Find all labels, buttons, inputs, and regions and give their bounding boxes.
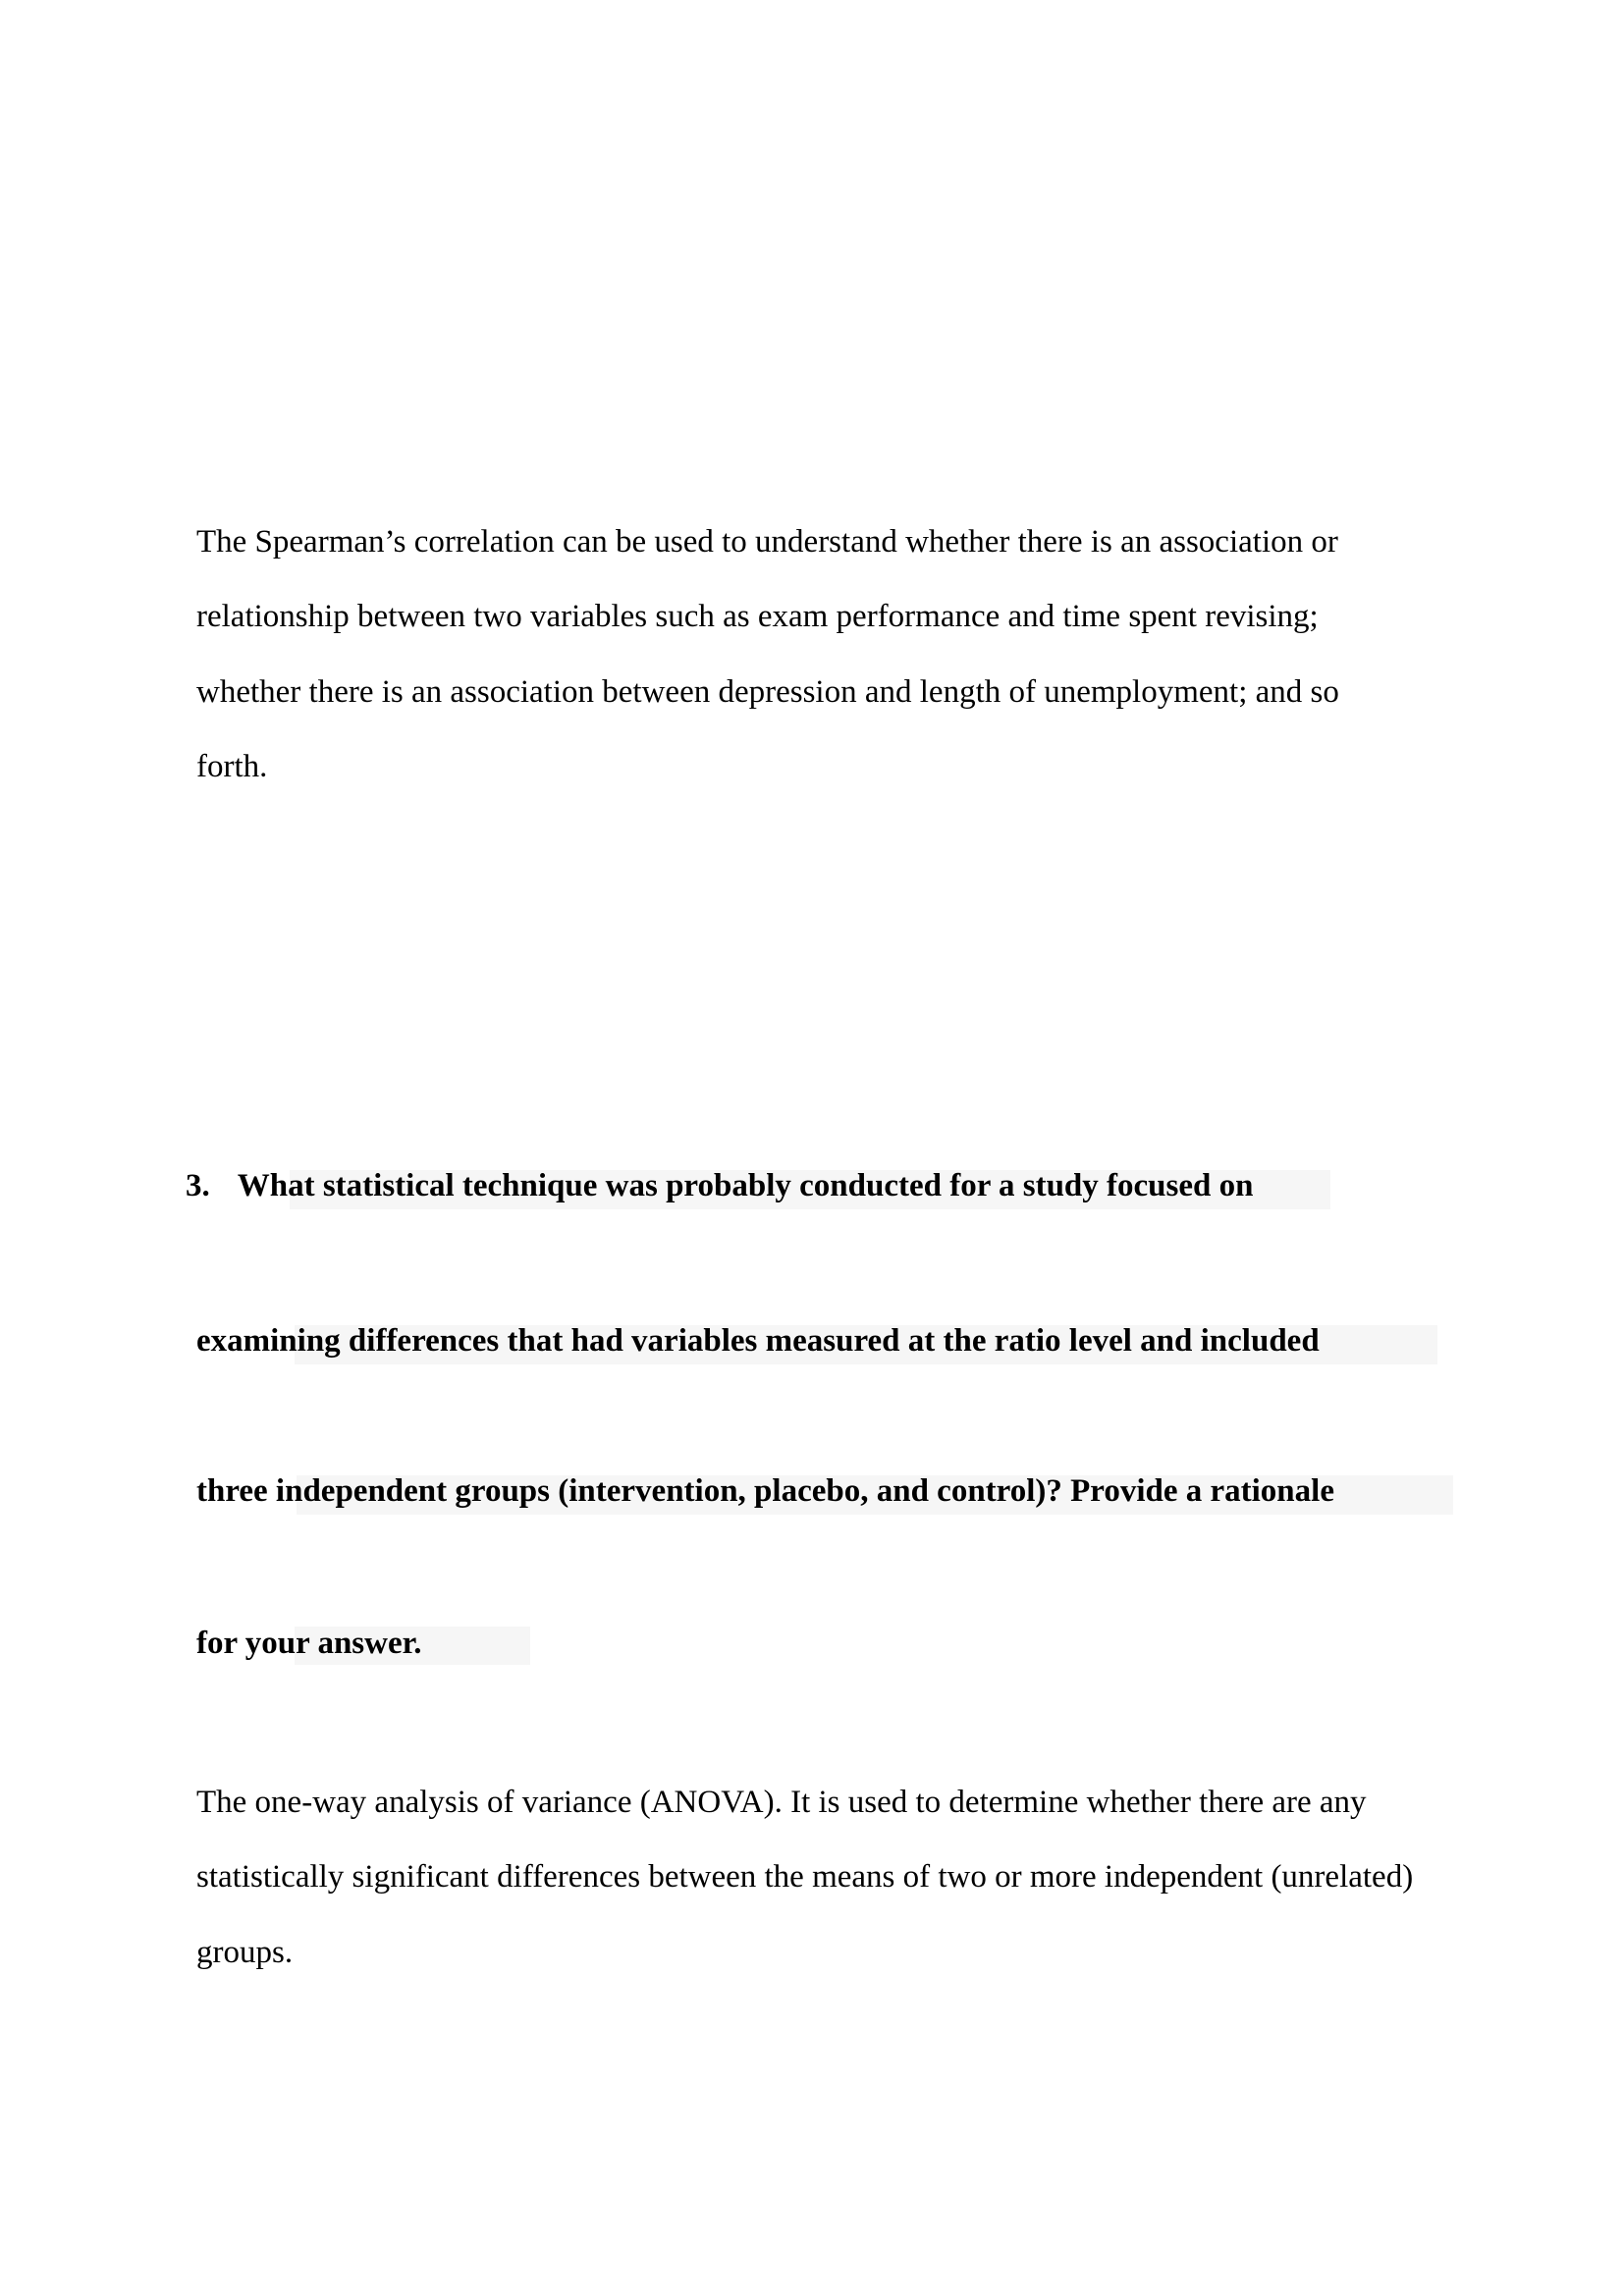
question-line: for your answer. [196, 1625, 422, 1661]
paragraph-line: The Spearman’s correlation can be used to understand whether there is an association or [196, 523, 1338, 560]
intro-paragraph [196, 505, 1339, 805]
paragraph-line: whether there is an association between depression and length of unemployment; and so [196, 673, 1339, 710]
paragraph-line: forth. [196, 749, 268, 785]
question-line [186, 1164, 1253, 1207]
question-line-text: What statistical technique was probably conducted for a study focused on [237, 1167, 1254, 1203]
question-line: examining differences that had variables measured at the ratio level and included [196, 1322, 1320, 1359]
paragraph-line: groups. [196, 1934, 294, 1970]
paragraph-line: relationship between two variables such as exam performance and time spent revising; [196, 599, 1319, 635]
question-line: three independent groups (intervention, placebo, and control)? Provide a rationale [196, 1472, 1334, 1509]
answer-paragraph [196, 1765, 1413, 1991]
paragraph-line: The one-way analysis of variance (ANOVA). It is used to determine whether there are any [196, 1784, 1367, 1820]
paragraph-line: statistically significant differences between the means of two or more independent (unrelated) [196, 1859, 1414, 1896]
question-number: 3. [186, 1167, 210, 1203]
